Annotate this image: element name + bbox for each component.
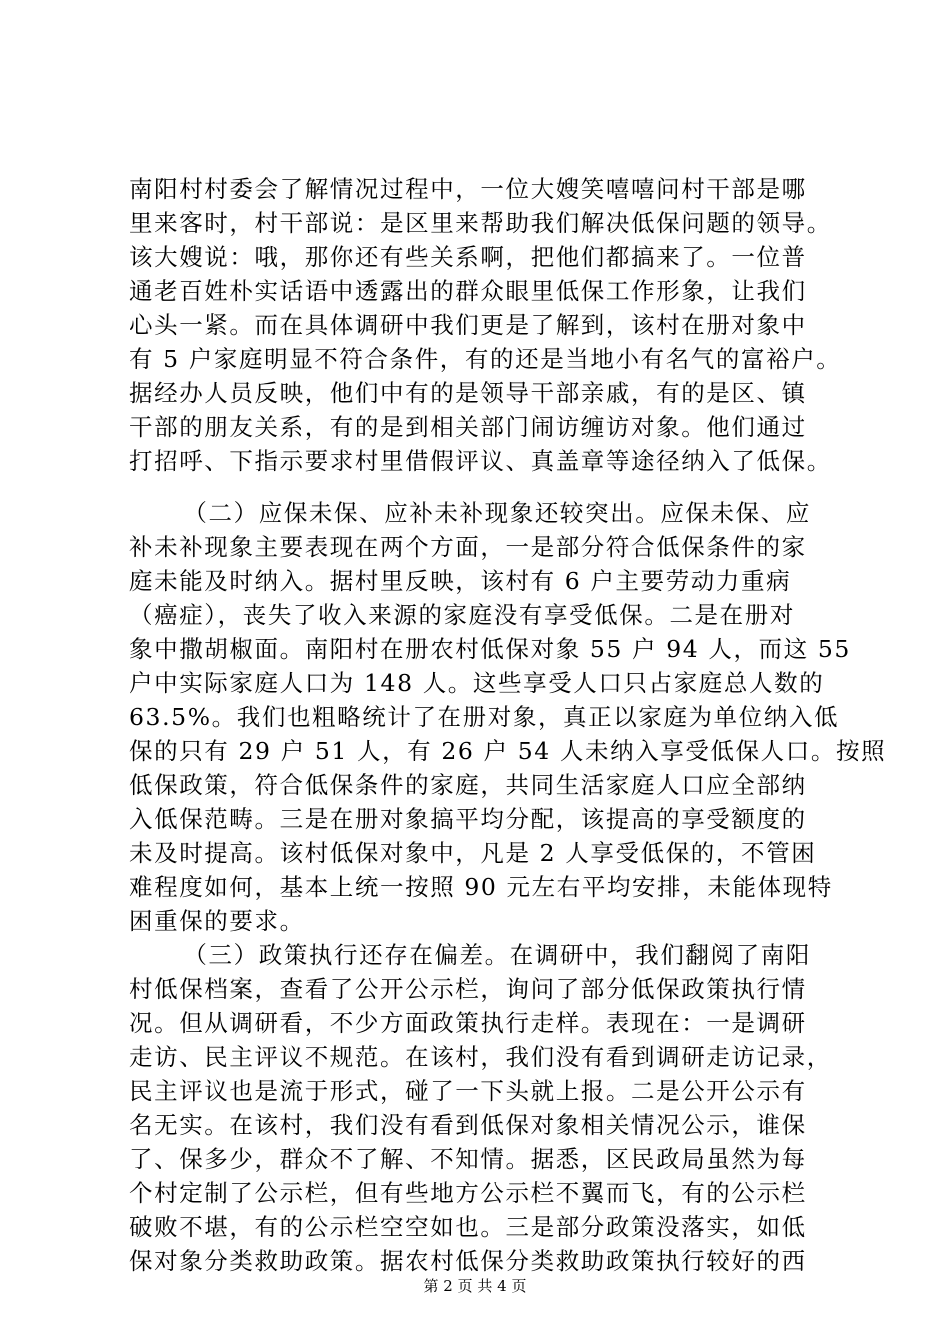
text-line: 通老百姓朴实话语中透露出的群众眼里低保工作形象，让我们	[129, 277, 807, 305]
page-footer: 第 2 页 共 4 页	[423, 1277, 527, 1295]
text-line: 打招呼、下指示要求村里借假评议、真盖章等途径纳入了低保。	[129, 447, 832, 475]
text-line: （癌症），丧失了收入来源的家庭没有享受低保。二是在册对	[129, 601, 795, 629]
text-line: 有 5 户家庭明显不符合条件，有的还是当地小有名气的富裕户。	[129, 345, 842, 373]
text-line: 困重保的要求。	[129, 907, 305, 935]
text-line: （二）应保未保、应补未补现象还较突出。应保未保、应	[129, 499, 811, 527]
paragraph-2	[129, 496, 887, 938]
text-line: 据经办人员反映，他们中有的是领导干部亲戚，有的是区、镇	[129, 379, 807, 407]
text-line: 象中撒胡椒面。南阳村在册农村低保对象 55 户 94 人，而这 55	[129, 635, 851, 663]
text-line: 破败不堪，有的公示栏空空如也。三是部分政策没落实，如低	[129, 1213, 807, 1241]
text-line: 干部的朋友关系，有的是到相关部门闹访缠访对象。他们通过	[129, 413, 807, 441]
text-line: 况。但从调研看，不少方面政策执行走样。表现在：一是调研	[129, 1009, 807, 1037]
text-line: 低保政策，符合低保条件的家庭，共同生活家庭人口应全部纳	[129, 771, 807, 799]
text-line: 个村定制了公示栏，但有些地方公示栏不翼而飞，有的公示栏	[129, 1179, 807, 1207]
text-line: 保的只有 29 户 51 人，有 26 户 54 人未纳入享受低保人口。按照	[129, 737, 887, 765]
text-line: 入低保范畴。三是在册对象搞平均分配，该提高的享受额度的	[129, 805, 807, 833]
document-body	[129, 172, 887, 1278]
text-line: 补未补现象主要表现在两个方面，一是部分符合低保条件的家	[129, 533, 807, 561]
text-line: 未及时提高。该村低保对象中，凡是 2 人享受低保的，不管困	[129, 839, 817, 867]
text-line: 该大嫂说：哦，那你还有些关系啊，把他们都搞来了。一位普	[129, 243, 807, 271]
text-line: 村低保档案，查看了公开公示栏，询问了部分低保政策执行情	[129, 975, 807, 1003]
text-line: 保对象分类救助政策。据农村低保分类救助政策执行较好的西	[129, 1247, 807, 1275]
text-line: 难程度如何，基本上统一按照 90 元左右平均安排，未能体现特	[129, 873, 833, 901]
text-line: 了、保多少，群众不了解、不知情。据悉，区民政局虽然为每	[129, 1145, 807, 1173]
text-line: 庭未能及时纳入。据村里反映，该村有 6 户主要劳动力重病	[129, 567, 792, 595]
paragraph-gap	[129, 478, 869, 496]
text-line: 南阳村村委会了解情况过程中，一位大嫂笑嘻嘻问村干部是哪	[129, 175, 807, 203]
paragraph-3	[129, 938, 869, 1278]
text-line: 63.5%。我们也粗略统计了在册对象，真正以家庭为单位纳入低	[129, 703, 840, 731]
text-line: 名无实。在该村，我们没有看到低保对象相关情况公示，谁保	[129, 1111, 807, 1139]
paragraph-1	[129, 172, 869, 478]
text-line: 走访、民主评议不规范。在该村，我们没有看到调研走访记录，	[129, 1043, 832, 1071]
text-line: 心头一紧。而在具体调研中我们更是了解到，该村在册对象中	[129, 311, 807, 339]
text-line: 户中实际家庭人口为 148 人。这些享受人口只占家庭总人数的	[129, 669, 825, 697]
text-line: 里来客时，村干部说：是区里来帮助我们解决低保问题的领导。	[129, 209, 832, 237]
text-line: （三）政策执行还存在偏差。在调研中，我们翻阅了南阳	[129, 941, 811, 969]
text-line: 民主评议也是流于形式，碰了一下头就上报。二是公开公示有	[129, 1077, 807, 1105]
